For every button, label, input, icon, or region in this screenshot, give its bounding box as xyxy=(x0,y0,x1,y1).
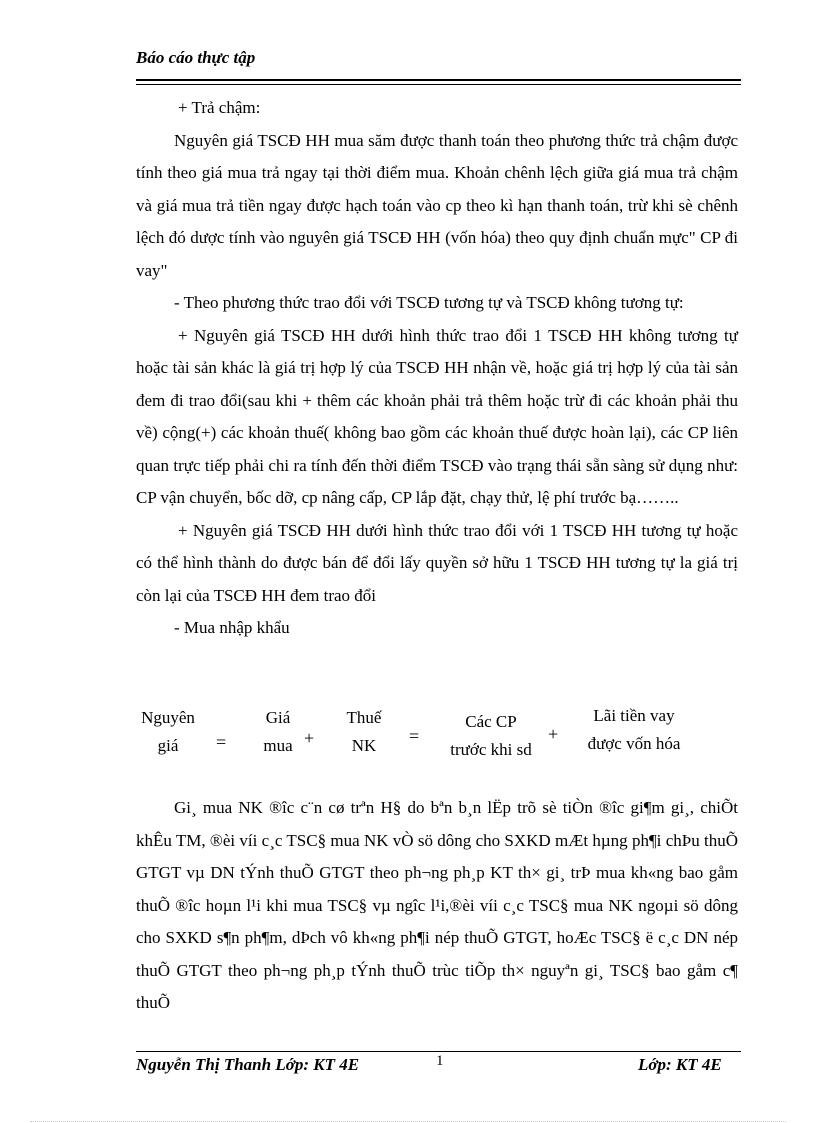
footer-class: Lớp: KT 4E xyxy=(638,1055,722,1074)
header-rule-thick xyxy=(136,79,741,81)
document-body-continued xyxy=(136,792,738,1020)
paragraph-tuong-tu: + Nguyên giá TSCĐ HH dưới hình thức trao đổi với 1 TSCĐ HH tương tự hoặc có thể hình thành do được bán để đổi lấy quyền sở hữu 1 TSCĐ HH tương tự la giá trị còn lại của TSCĐ HH đem trao đổi xyxy=(136,520,738,605)
page-bottom-dotted-line xyxy=(30,1121,786,1122)
formula-term-cac-cp: Các CP trước khi sd xyxy=(450,712,532,759)
paragraph-khong-tuong-tu: + Nguyên giá TSCĐ HH dưới hình thức trao đổi 1 TSCĐ HH không tương tự hoặc tài sản khác là giá trị hợp lý của TSCĐ HH nhận về, hoặc giá trị hợp lý của tài sản đem đi trao đổi(sau khi + thêm các khoản phải trả thêm hoặc trừ đi các khoản phải thu về) cộng(+) các khoản thuế( không bao gồm các khoản thuế được hoàn lại), các CP liên quan trực tiếp phải chi ra tính đến thời điểm TSCĐ vào trạng thái sẵn sàng sử dụng như: CP vận chuyển, bốc dỡ, cp nâng cấp, CP lắp đặt, chạy thử, lệ phí trước bạ…….. xyxy=(136,325,738,507)
formula-term-gia-mua: Giá mua xyxy=(263,708,293,755)
document-body xyxy=(136,92,738,645)
footer-rule xyxy=(136,1051,741,1052)
page-number: 1 xyxy=(436,1053,444,1069)
formula-plus-1: + xyxy=(304,728,315,748)
formula-term-nguyen-gia: Nguyên giá xyxy=(141,708,195,755)
formula-equals-2: = xyxy=(409,726,420,746)
formula-term-thue-nk: Thuế NK xyxy=(346,708,382,755)
page-header-title: Báo cáo thực tập xyxy=(136,48,256,67)
formula-equals-1: = xyxy=(216,732,227,752)
footer-author: Nguyễn Thị Thanh Lớp: KT 4E xyxy=(136,1055,360,1074)
cost-formula xyxy=(136,700,738,770)
paragraph-tra-cham: + Trả chậm: xyxy=(178,98,261,117)
header-rule-thin xyxy=(136,84,741,85)
paragraph-tra-cham-detail: Nguyên giá TSCĐ HH mua săm được thanh toán theo phương thức trả chậm được tính theo giá mua trả ngay tại thời điểm mua. Khoản chênh lệch giữa giá mua trả chậm và giá mua trả tiền ngay được hạch toán vào cp theo kì hạn thanh toán, trừ khi sè chênh lệch đó dược tính vào nguyên giá TSCĐ HH (vốn hóa) theo quy định chuẩn mực" CP đi vay" xyxy=(136,130,738,280)
paragraph-mua-nhap-khau: - Mua nhập khẩu xyxy=(174,618,290,637)
paragraph-trao-doi: - Theo phương thức trao đổi với TSCĐ tương tự và TSCĐ không tương tự: xyxy=(174,293,684,312)
formula-term-lai-tien-vay: Lãi tiền vay được vốn hóa xyxy=(587,706,681,753)
formula-plus-2: + xyxy=(548,724,559,744)
paragraph-gia-mua-nk: Gi¸ mua NK ®îc c¨n cø trªn H§ do bªn b¸n lËp trõ sè tiÒn ®îc gi¶m gi¸, chiÕt khÊu TM, ®èi víi c¸c TSC§ mua NK vÒ sö dông cho SXKD mÆt hµng ph¶i chÞu thuÕ GTGT vµ DN tÝnh thuÕ GTGT theo ph¬ng ph¸p KT th× gi¸ trÞ mua kh«ng bao gåm thuÕ ®îc hoµn l¹i khi mua TSC§ vµ ngîc l¹i,®èi víi c¸c TSC§ mua NK ngoµi sö dông cho SXKD s¶n ph¶m, dÞch vô kh«ng ph¶i nép thuÕ GTGT, hoÆc TSC§ ë c¸c DN nép thuÕ GTGT theo ph¬ng ph¸p tÝnh thuÕ trùc tiÕp th× nguyªn gi¸ TSC§ bao gåm c¶ thuÕ xyxy=(136,798,738,1012)
